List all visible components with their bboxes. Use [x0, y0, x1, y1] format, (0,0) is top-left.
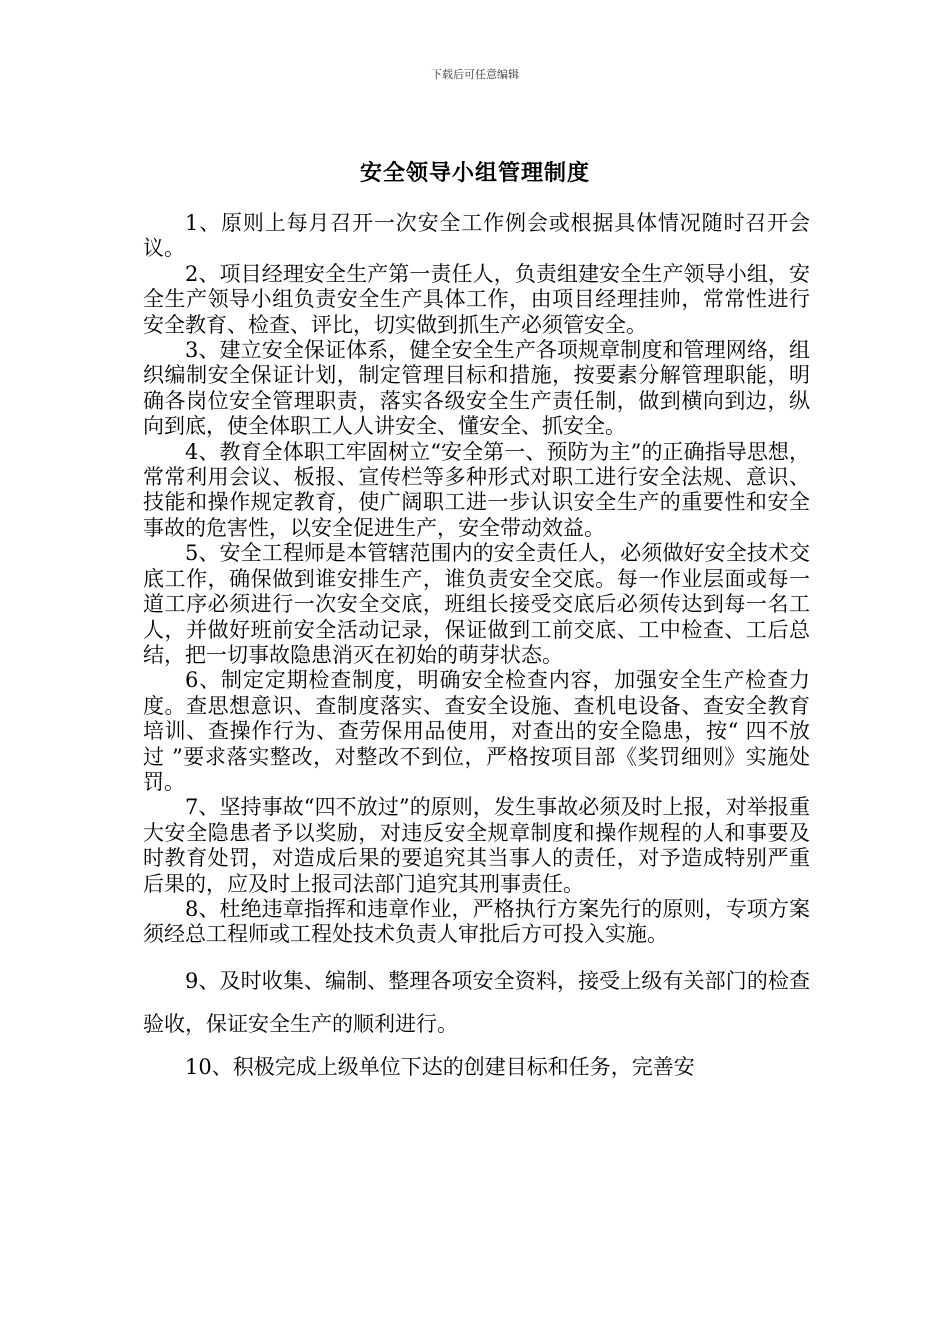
header-note: 下载后可任意编辑	[431, 68, 519, 81]
paragraph-7: 7、坚持事故“四不放过”的原则，发生事故必须及时上报，对举报重大安全隐患者予以奖励，对违反安全规章制度和操作规程的人和事要及时教育处罚，对造成后果的要追究其当事人的责任，对予造成特别严重后果的，应及时上报司法部门追究其刑事责任。	[143, 795, 810, 896]
paragraph-3: 3、建立安全保证体系，健全安全生产各项规章制度和管理网络，组织编制安全保证计划，制定管理目标和措施，按要素分解管理职能，明确各岗位安全管理职责，落实各级安全生产责任制，做到横向到边，纵向到底，使全体职工人人讲安全、懂安全、抓安全。	[143, 338, 810, 439]
paragraph-9: 9、及时收集、编制、整理各项安全资料，接受上级有关部门的检查验收，保证安全生产的顺利进行。	[143, 968, 810, 1036]
document-body	[143, 211, 810, 1089]
paragraph-10: 10、积极完成上级单位下达的创建目标和任务，完善安	[185, 1054, 695, 1079]
paragraph-4: 4、教育全体职工牢固树立“安全第一、预防为主”的正确指导思想，常常利用会议、板报、宣传栏等多种形式对职工进行安全法规、意识、技能和操作规定教育，使广阔职工进一步认识安全生产的重要性和安全事故的危害性，以安全促进生产，安全带动效益。	[143, 439, 810, 540]
paragraph-1: 1、原则上每月召开一次安全工作例会或根据具体情况随时召开会议。	[143, 211, 810, 261]
paragraph-5: 5、安全工程师是本管辖范围内的安全责任人，必须做好安全技术交底工作，确保做到谁安排生产，谁负责安全交底。每一作业层面或每一道工序必须进行一次安全交底，班组长接受交底后必须传达到每一名工人，并做好班前安全活动记录，保证做到工前交底、工中检查、工后总结，把一切事故隐患消灭在初始的萌芽状态。	[143, 541, 810, 667]
paragraph-2: 2、项目经理安全生产第一责任人，负责组建安全生产领导小组，安全生产领导小组负责安全生产具体工作，由项目经理挂帅，常常性进行安全教育、检查、评比，切实做到抓生产必须管安全。	[143, 261, 810, 337]
paragraph-8: 8、杜绝违章指挥和违章作业，严格执行方案先行的原则，专项方案须经总工程师或工程处技术负责人审批后方可投入实施。	[143, 896, 810, 947]
document-title: 安全领导小组管理制度	[359, 161, 590, 186]
paragraph-6: 6、制定定期检查制度，明确安全检查内容，加强安全生产检查力度。查思想意识、查制度落实、查安全设施、查机电设备、查安全教育培训、查操作行为、查劳保用品使用，对查出的安全隐患，按“ 四不放过 ”要求落实整改，对整改不到位，严格按项目部《奖罚细则》实施处罚。	[143, 668, 810, 794]
